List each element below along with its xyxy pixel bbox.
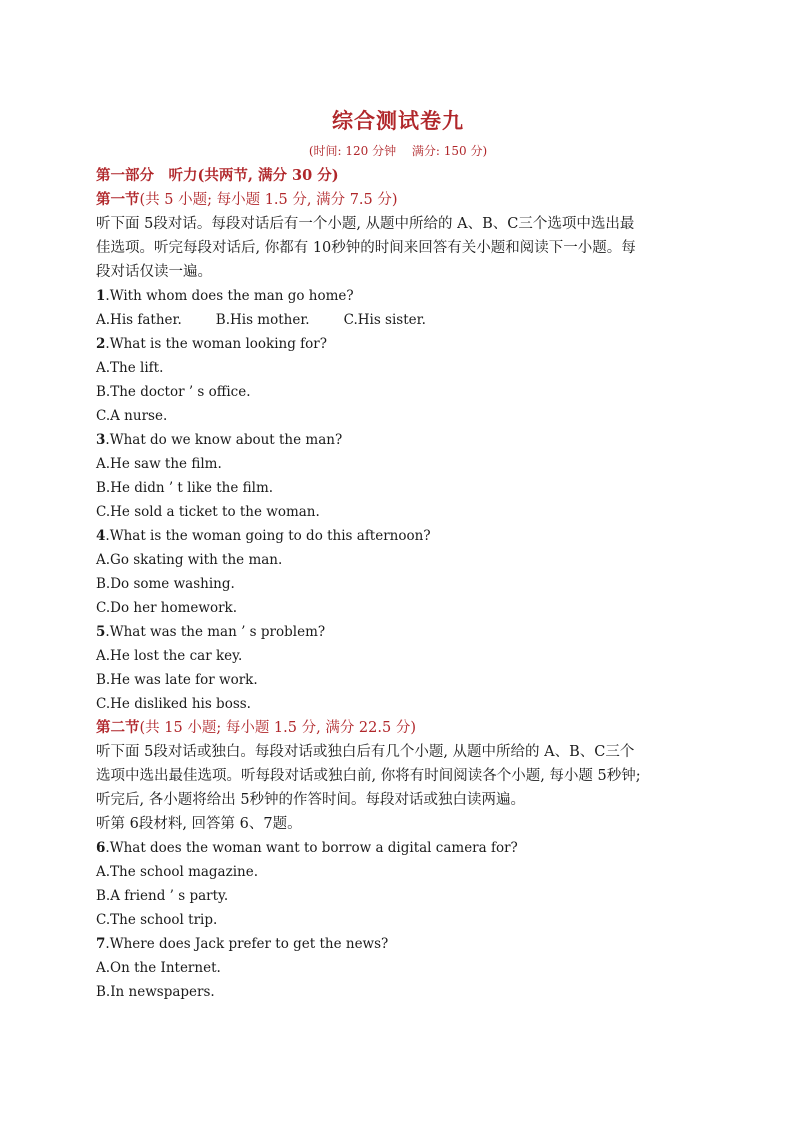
section2-heading-label: 第二节	[96, 719, 140, 736]
section1-instruction: 段对话仅读一遍。	[96, 264, 212, 280]
option-a: A.He lost the car key.	[96, 648, 243, 664]
option-a: A.Go skating with the man.	[96, 552, 283, 568]
section1-heading-label: 第一节	[96, 191, 140, 208]
material-note: 听第 6段材料, 回答第 6、7题。	[96, 816, 302, 832]
option-a: A.His father.	[96, 312, 182, 328]
option-b: B.In newspapers.	[96, 984, 215, 1000]
question-text: .Where does Jack prefer to get the news?	[105, 936, 389, 952]
question-text: .With whom does the man go home?	[105, 288, 354, 304]
exam-page	[96, 104, 700, 1004]
question-3	[96, 428, 700, 452]
option-b: B.A friend ’ s party.	[96, 888, 229, 904]
question-text: .What do we know about the man?	[105, 432, 343, 448]
option-a: A.The lift.	[96, 360, 164, 376]
option-c: C.A nurse.	[96, 408, 168, 424]
question-4	[96, 524, 700, 548]
question-number: 7	[96, 936, 106, 952]
question-1	[96, 284, 700, 308]
option-b: B.The doctor ’ s office.	[96, 384, 251, 400]
section2-heading	[96, 716, 700, 740]
question-number: 2	[96, 336, 106, 352]
question-number: 3	[96, 432, 106, 448]
section2-heading-detail: (共 15 小题; 每小题 1.5 分, 满分 22.5 分)	[139, 720, 416, 736]
section2-instruction: 听下面 5段对话或独白。每段对话或独白后有几个小题, 从题中所给的 A、B、C三个	[96, 744, 635, 760]
option-c: C.The school trip.	[96, 912, 218, 928]
section1-instruction: 佳选项。听完每段对话后, 你都有 10秒钟的时间来回答有关小题和阅读下一小题。每	[96, 240, 636, 256]
option-c: C.His sister.	[343, 312, 426, 328]
question-number: 5	[96, 624, 106, 640]
question-6	[96, 836, 700, 860]
option-b: B.He didn ’ t like the film.	[96, 480, 274, 496]
question-1-options	[96, 308, 700, 332]
option-b: B.He was late for work.	[96, 672, 258, 688]
part1-heading: 第一部分 听力(共两节, 满分 30 分)	[96, 167, 339, 184]
option-a: A.He saw the film.	[96, 456, 222, 472]
option-a: A.The school magazine.	[96, 864, 259, 880]
option-b: B.His mother.	[215, 312, 310, 328]
section1-instruction: 听下面 5段对话。每段对话后有一个小题, 从题中所给的 A、B、C三个选项中选出最	[96, 216, 635, 232]
option-c: C.He sold a ticket to the woman.	[96, 504, 320, 520]
section2-instruction: 选项中选出最佳选项。听每段对话或独白前, 你将有时间阅读各个小题, 每小题 5秒钟;	[96, 768, 641, 784]
option-b: B.Do some washing.	[96, 576, 235, 592]
question-text: .What is the woman looking for?	[105, 336, 328, 352]
exam-title: 综合测试卷九	[332, 108, 464, 133]
exam-subtitle: (时间: 120 分钟 满分: 150 分)	[308, 144, 488, 158]
section1-heading-detail: (共 5 小题; 每小题 1.5 分, 满分 7.5 分)	[139, 192, 398, 208]
question-2	[96, 332, 700, 356]
question-text: .What was the man ’ s problem?	[105, 624, 326, 640]
question-7	[96, 932, 700, 956]
option-c: C.He disliked his boss.	[96, 696, 251, 712]
option-a: A.On the Internet.	[96, 960, 221, 976]
option-c: C.Do her homework.	[96, 600, 238, 616]
question-5	[96, 620, 700, 644]
question-number: 6	[96, 840, 106, 856]
question-number: 1	[96, 288, 106, 304]
question-text: .What is the woman going to do this afternoon?	[105, 528, 431, 544]
section1-heading	[96, 188, 700, 212]
section2-instruction: 听完后, 各小题将给出 5秒钟的作答时间。每段对话或独白读两遍。	[96, 792, 526, 808]
question-text: .What does the woman want to borrow a digital camera for?	[105, 840, 518, 856]
question-number: 4	[96, 528, 106, 544]
